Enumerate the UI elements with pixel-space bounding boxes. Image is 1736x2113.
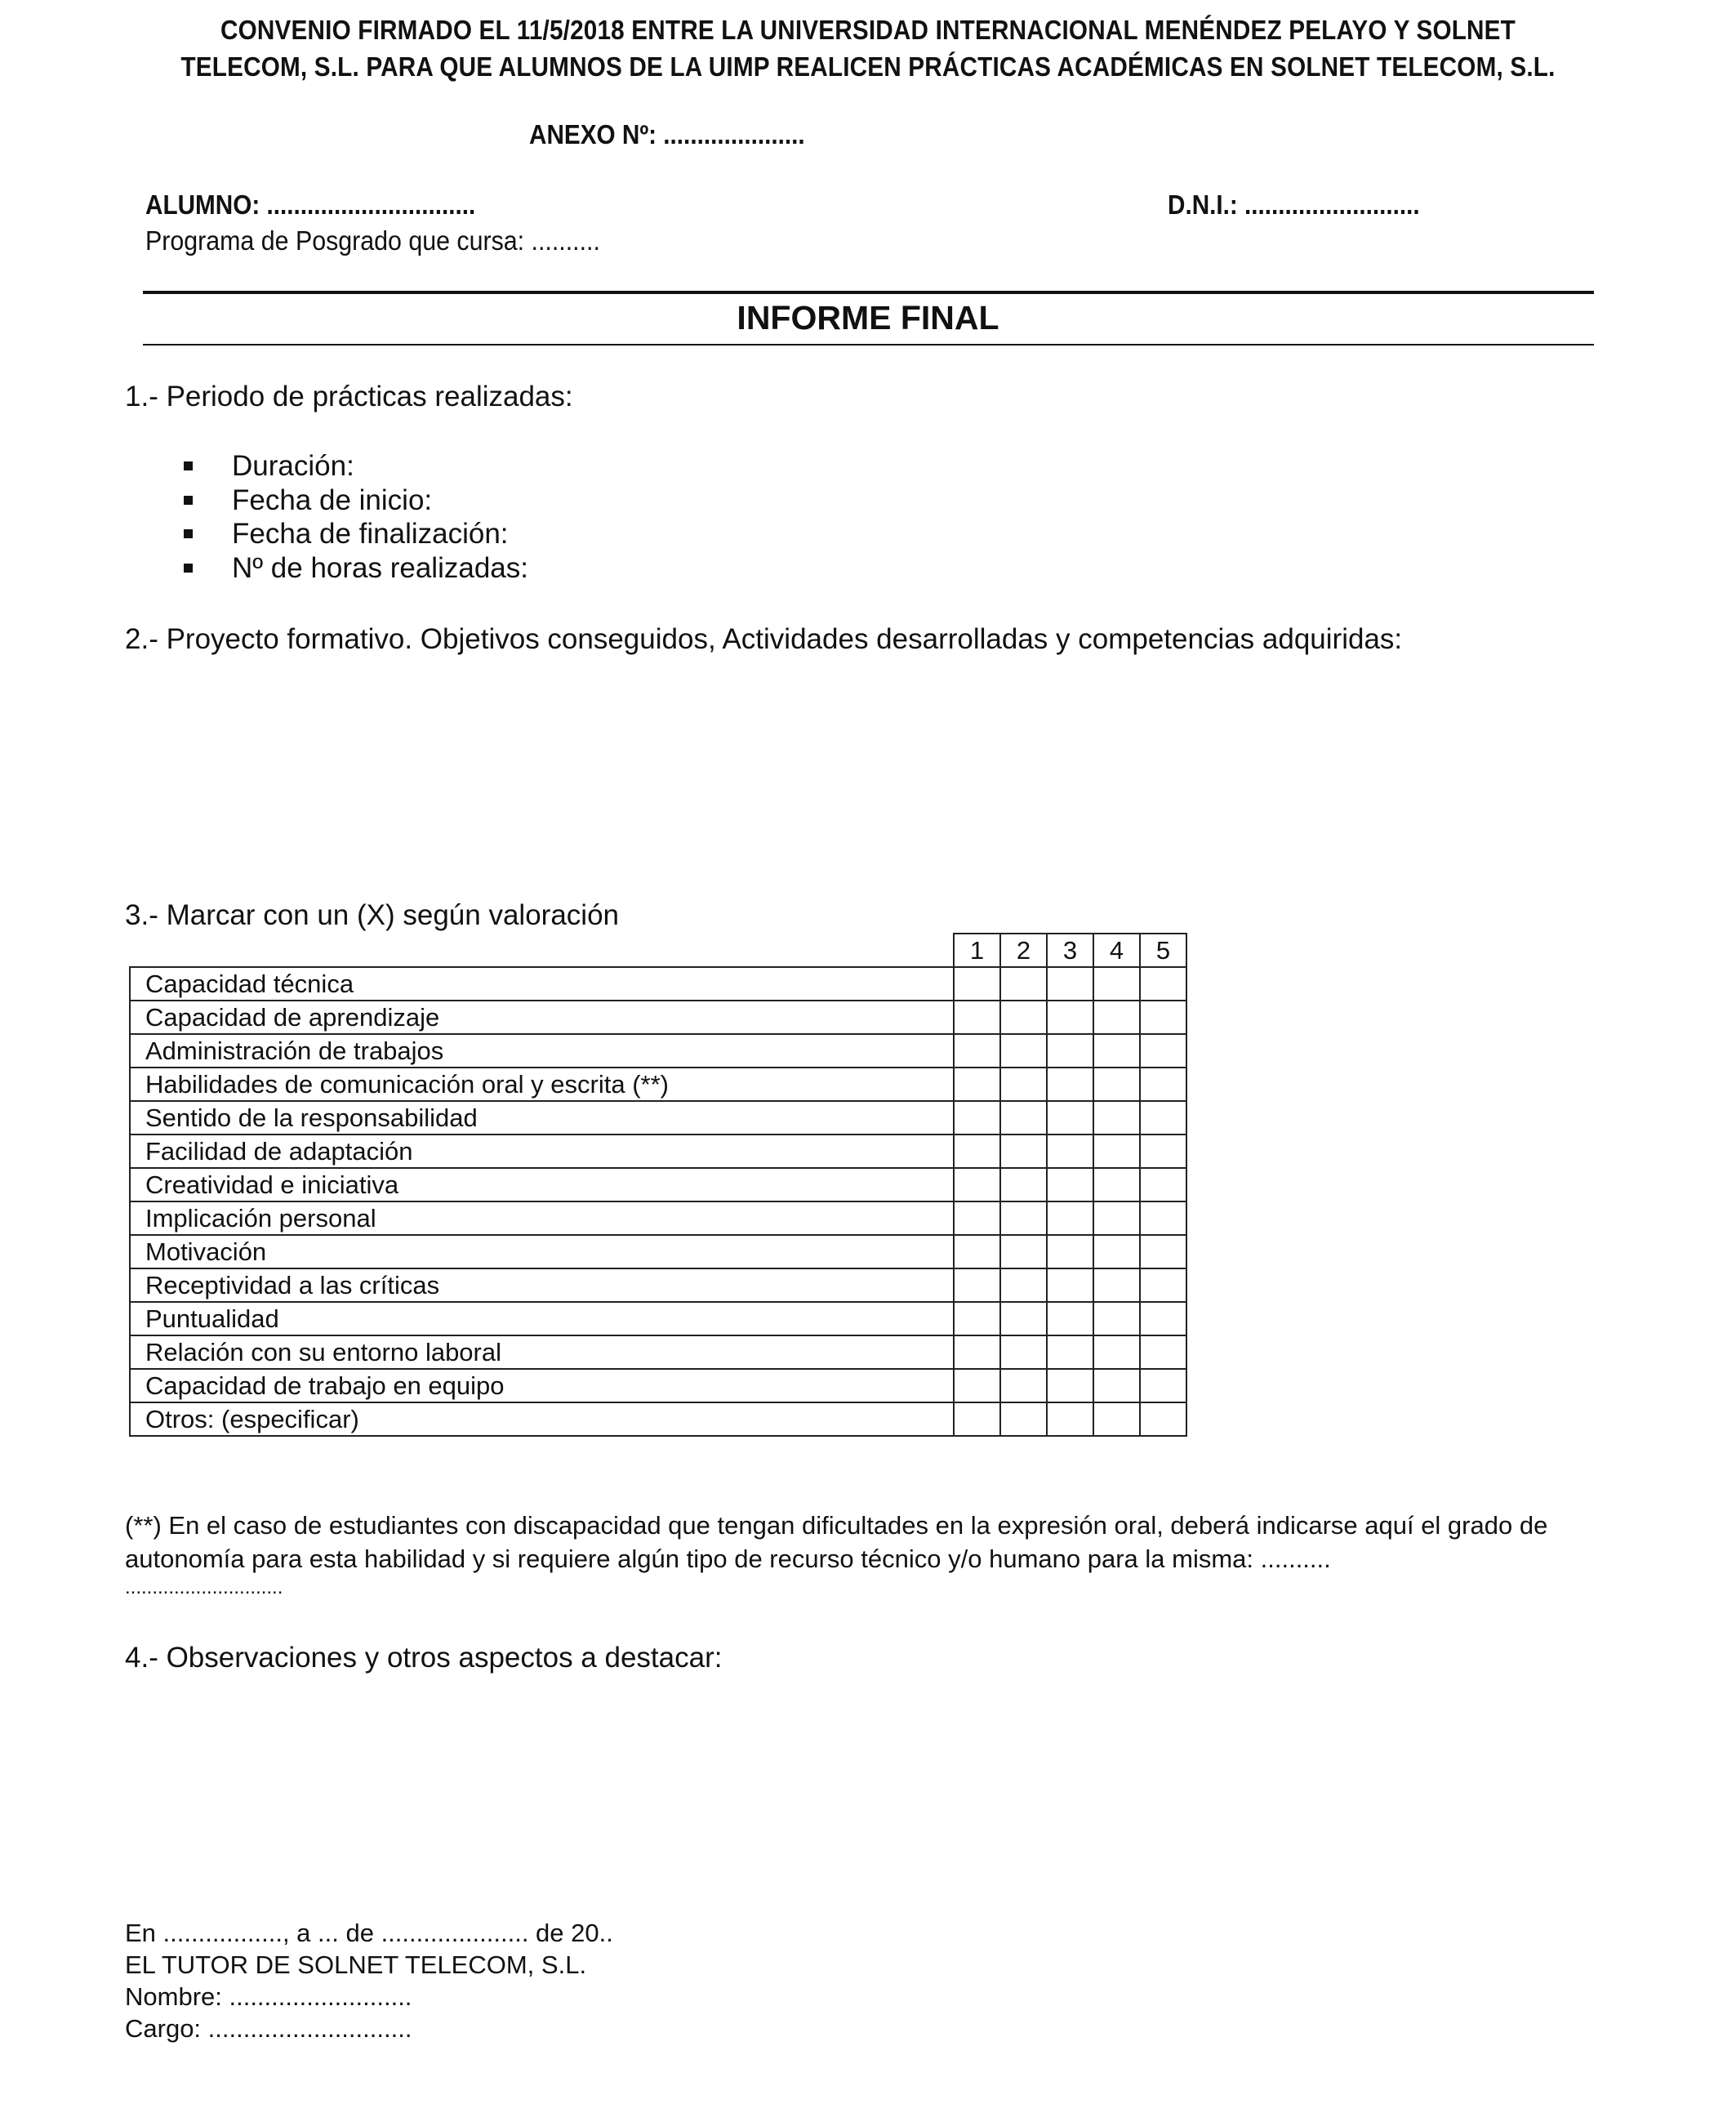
score-cell[interactable] (1047, 1302, 1093, 1335)
score-cell[interactable] (954, 1402, 1000, 1436)
score-cell[interactable] (1000, 1068, 1047, 1101)
score-cell[interactable] (1093, 1402, 1140, 1436)
score-cell[interactable] (1093, 1235, 1140, 1268)
bullet-icon (184, 496, 193, 505)
anexo-field: ANEXO Nº: ..................... (529, 119, 805, 149)
score-cell[interactable] (1093, 1168, 1140, 1201)
scale-header-1: 1 (954, 934, 1000, 967)
period-item-duracion: Duración: (232, 450, 354, 482)
table-row (130, 1068, 1186, 1101)
table-row (130, 1135, 1186, 1168)
table-row (130, 1168, 1186, 1201)
agreement-header-line-2: TELECOM, S.L. PARA QUE ALUMNOS DE LA UIMP REALICEN PRÁCTICAS ACADÉMICAS EN SOLNET TELECOM, S.L. (180, 51, 1556, 82)
score-cell[interactable] (1000, 1001, 1047, 1034)
criterion-label: Puntualidad (130, 1302, 954, 1335)
score-cell[interactable] (1000, 1034, 1047, 1068)
score-cell[interactable] (1140, 1335, 1186, 1369)
table-row (130, 1335, 1186, 1369)
score-cell[interactable] (1093, 1201, 1140, 1235)
tutor-line: EL TUTOR DE SOLNET TELECOM, S.L. (125, 1950, 587, 1979)
cargo-line: Cargo: ............................. (125, 2014, 412, 2043)
table-row (130, 1369, 1186, 1402)
score-cell[interactable] (1140, 1302, 1186, 1335)
programa-field: Programa de Posgrado que cursa: .......... (145, 225, 600, 256)
criterion-label: Motivación (130, 1235, 954, 1268)
score-cell[interactable] (1140, 1034, 1186, 1068)
place-date-line: En ................., a ... de ..................... de 20.. (125, 1919, 613, 1947)
title-bottom-rule (143, 344, 1594, 345)
table-row (130, 1268, 1186, 1302)
score-cell[interactable] (1047, 1135, 1093, 1168)
score-cell[interactable] (1093, 1001, 1140, 1034)
score-cell[interactable] (1140, 1135, 1186, 1168)
score-cell[interactable] (954, 1369, 1000, 1402)
score-cell[interactable] (1000, 967, 1047, 1001)
criterion-label: Capacidad técnica (130, 967, 954, 1001)
alumno-field: ALUMNO: ............................... (145, 189, 476, 220)
table-row (130, 1201, 1186, 1235)
agreement-header-line-1: CONVENIO FIRMADO EL 11/5/2018 ENTRE LA UNIVERSIDAD INTERNACIONAL MENÉNDEZ PELAYO Y SOLNET (220, 15, 1516, 45)
score-cell[interactable] (954, 1201, 1000, 1235)
score-cell[interactable] (1047, 1402, 1093, 1436)
score-cell[interactable] (1140, 1068, 1186, 1101)
score-cell[interactable] (954, 1302, 1000, 1335)
score-cell[interactable] (1093, 1135, 1140, 1168)
score-cell[interactable] (1140, 1268, 1186, 1302)
criterion-label: Capacidad de aprendizaje (130, 1001, 954, 1034)
header-blank-cell (130, 934, 954, 967)
table-row (130, 1001, 1186, 1034)
score-cell[interactable] (954, 1135, 1000, 1168)
criterion-label: Implicación personal (130, 1201, 954, 1235)
score-cell[interactable] (1093, 1034, 1140, 1068)
score-cell[interactable] (1047, 1369, 1093, 1402)
score-cell[interactable] (1047, 1235, 1093, 1268)
score-cell[interactable] (1140, 1001, 1186, 1034)
score-cell[interactable] (1093, 1101, 1140, 1135)
score-cell[interactable] (1140, 967, 1186, 1001)
score-cell[interactable] (954, 1335, 1000, 1369)
criterion-label: Habilidades de comunicación oral y escrita (**) (130, 1068, 954, 1101)
score-cell[interactable] (1000, 1135, 1047, 1168)
criterion-label: Relación con su entorno laboral (130, 1335, 954, 1369)
score-cell[interactable] (1093, 1302, 1140, 1335)
criterion-label: Capacidad de trabajo en equipo (130, 1369, 954, 1402)
table-row (130, 1235, 1186, 1268)
table-row (130, 1402, 1186, 1436)
section-3-heading: 3.- Marcar con un (X) según valoración (125, 899, 619, 931)
table-row (130, 1034, 1186, 1068)
criterion-label: Creatividad e iniciativa (130, 1168, 954, 1201)
period-item-horas: Nº de horas realizadas: (232, 552, 528, 584)
table-row (130, 967, 1186, 1001)
score-cell[interactable] (954, 1034, 1000, 1068)
score-cell[interactable] (1140, 1235, 1186, 1268)
accessibility-note-line-3: ............................. (125, 1576, 283, 1598)
criterion-label: Receptividad a las críticas (130, 1268, 954, 1302)
period-item-inicio: Fecha de inicio: (232, 484, 433, 516)
period-item-finalizacion: Fecha de finalización: (232, 518, 509, 550)
scale-header-3: 3 (1047, 934, 1093, 967)
score-cell[interactable] (1093, 967, 1140, 1001)
section-2-heading: 2.- Proyecto formativo. Objetivos conseguidos, Actividades desarrolladas y competencias adquiridas: (125, 623, 1403, 655)
valuation-table (129, 933, 1187, 1437)
score-cell[interactable] (1093, 1335, 1140, 1369)
score-cell[interactable] (1047, 1101, 1093, 1135)
score-cell[interactable] (1140, 1168, 1186, 1201)
score-cell[interactable] (1093, 1369, 1140, 1402)
criterion-label: Sentido de la responsabilidad (130, 1101, 954, 1135)
scale-header-row (130, 934, 1186, 967)
score-cell[interactable] (1047, 967, 1093, 1001)
score-cell[interactable] (1140, 1402, 1186, 1436)
scale-header-4: 4 (1093, 934, 1140, 967)
bullet-icon (184, 529, 193, 538)
score-cell[interactable] (954, 1068, 1000, 1101)
nombre-line: Nombre: .......................... (125, 1982, 412, 2011)
bullet-icon (184, 461, 193, 470)
score-cell[interactable] (954, 1235, 1000, 1268)
score-cell[interactable] (954, 1268, 1000, 1302)
score-cell[interactable] (1000, 1101, 1047, 1135)
scale-header-2: 2 (1000, 934, 1047, 967)
section-1-heading: 1.- Periodo de prácticas realizadas: (125, 381, 573, 412)
table-row (130, 1302, 1186, 1335)
score-cell[interactable] (1140, 1101, 1186, 1135)
score-cell[interactable] (1047, 1001, 1093, 1034)
score-cell[interactable] (1047, 1168, 1093, 1201)
score-cell[interactable] (1093, 1268, 1140, 1302)
criterion-label: Administración de trabajos (130, 1034, 954, 1068)
criterion-label: Otros: (especificar) (130, 1402, 954, 1436)
score-cell[interactable] (1140, 1369, 1186, 1402)
score-cell[interactable] (1047, 1034, 1093, 1068)
table-row (130, 1101, 1186, 1135)
score-cell[interactable] (1047, 1335, 1093, 1369)
dni-field: D.N.I.: .......................... (1168, 189, 1420, 220)
score-cell[interactable] (1047, 1201, 1093, 1235)
title-top-rule (143, 291, 1594, 294)
score-cell[interactable] (1000, 1335, 1047, 1369)
score-cell[interactable] (1000, 1402, 1047, 1436)
score-cell[interactable] (954, 1168, 1000, 1201)
score-cell[interactable] (1000, 1268, 1047, 1302)
score-cell[interactable] (1140, 1201, 1186, 1235)
scale-header-5: 5 (1140, 934, 1186, 967)
score-cell[interactable] (1000, 1201, 1047, 1235)
accessibility-note-line-1: (**) En el caso de estudiantes con discapacidad que tengan dificultades en la expresión oral, deberá indicarse aquí el grado de (125, 1511, 1548, 1540)
score-cell[interactable] (1047, 1268, 1093, 1302)
score-cell[interactable] (1000, 1369, 1047, 1402)
score-cell[interactable] (1047, 1068, 1093, 1101)
bullet-icon (184, 564, 193, 573)
score-cell[interactable] (1093, 1068, 1140, 1101)
score-cell[interactable] (1000, 1302, 1047, 1335)
score-cell[interactable] (954, 967, 1000, 1001)
accessibility-note-line-2: autonomía para esta habilidad y si requiere algún tipo de recurso técnico y/o humano para la misma: .......... (125, 1545, 1331, 1573)
score-cell[interactable] (1000, 1168, 1047, 1201)
report-title: INFORME FINAL (737, 299, 999, 337)
score-cell[interactable] (954, 1101, 1000, 1135)
score-cell[interactable] (1000, 1235, 1047, 1268)
score-cell[interactable] (954, 1001, 1000, 1034)
criterion-label: Facilidad de adaptación (130, 1135, 954, 1168)
section-4-heading: 4.- Observaciones y otros aspectos a destacar: (125, 1642, 723, 1674)
